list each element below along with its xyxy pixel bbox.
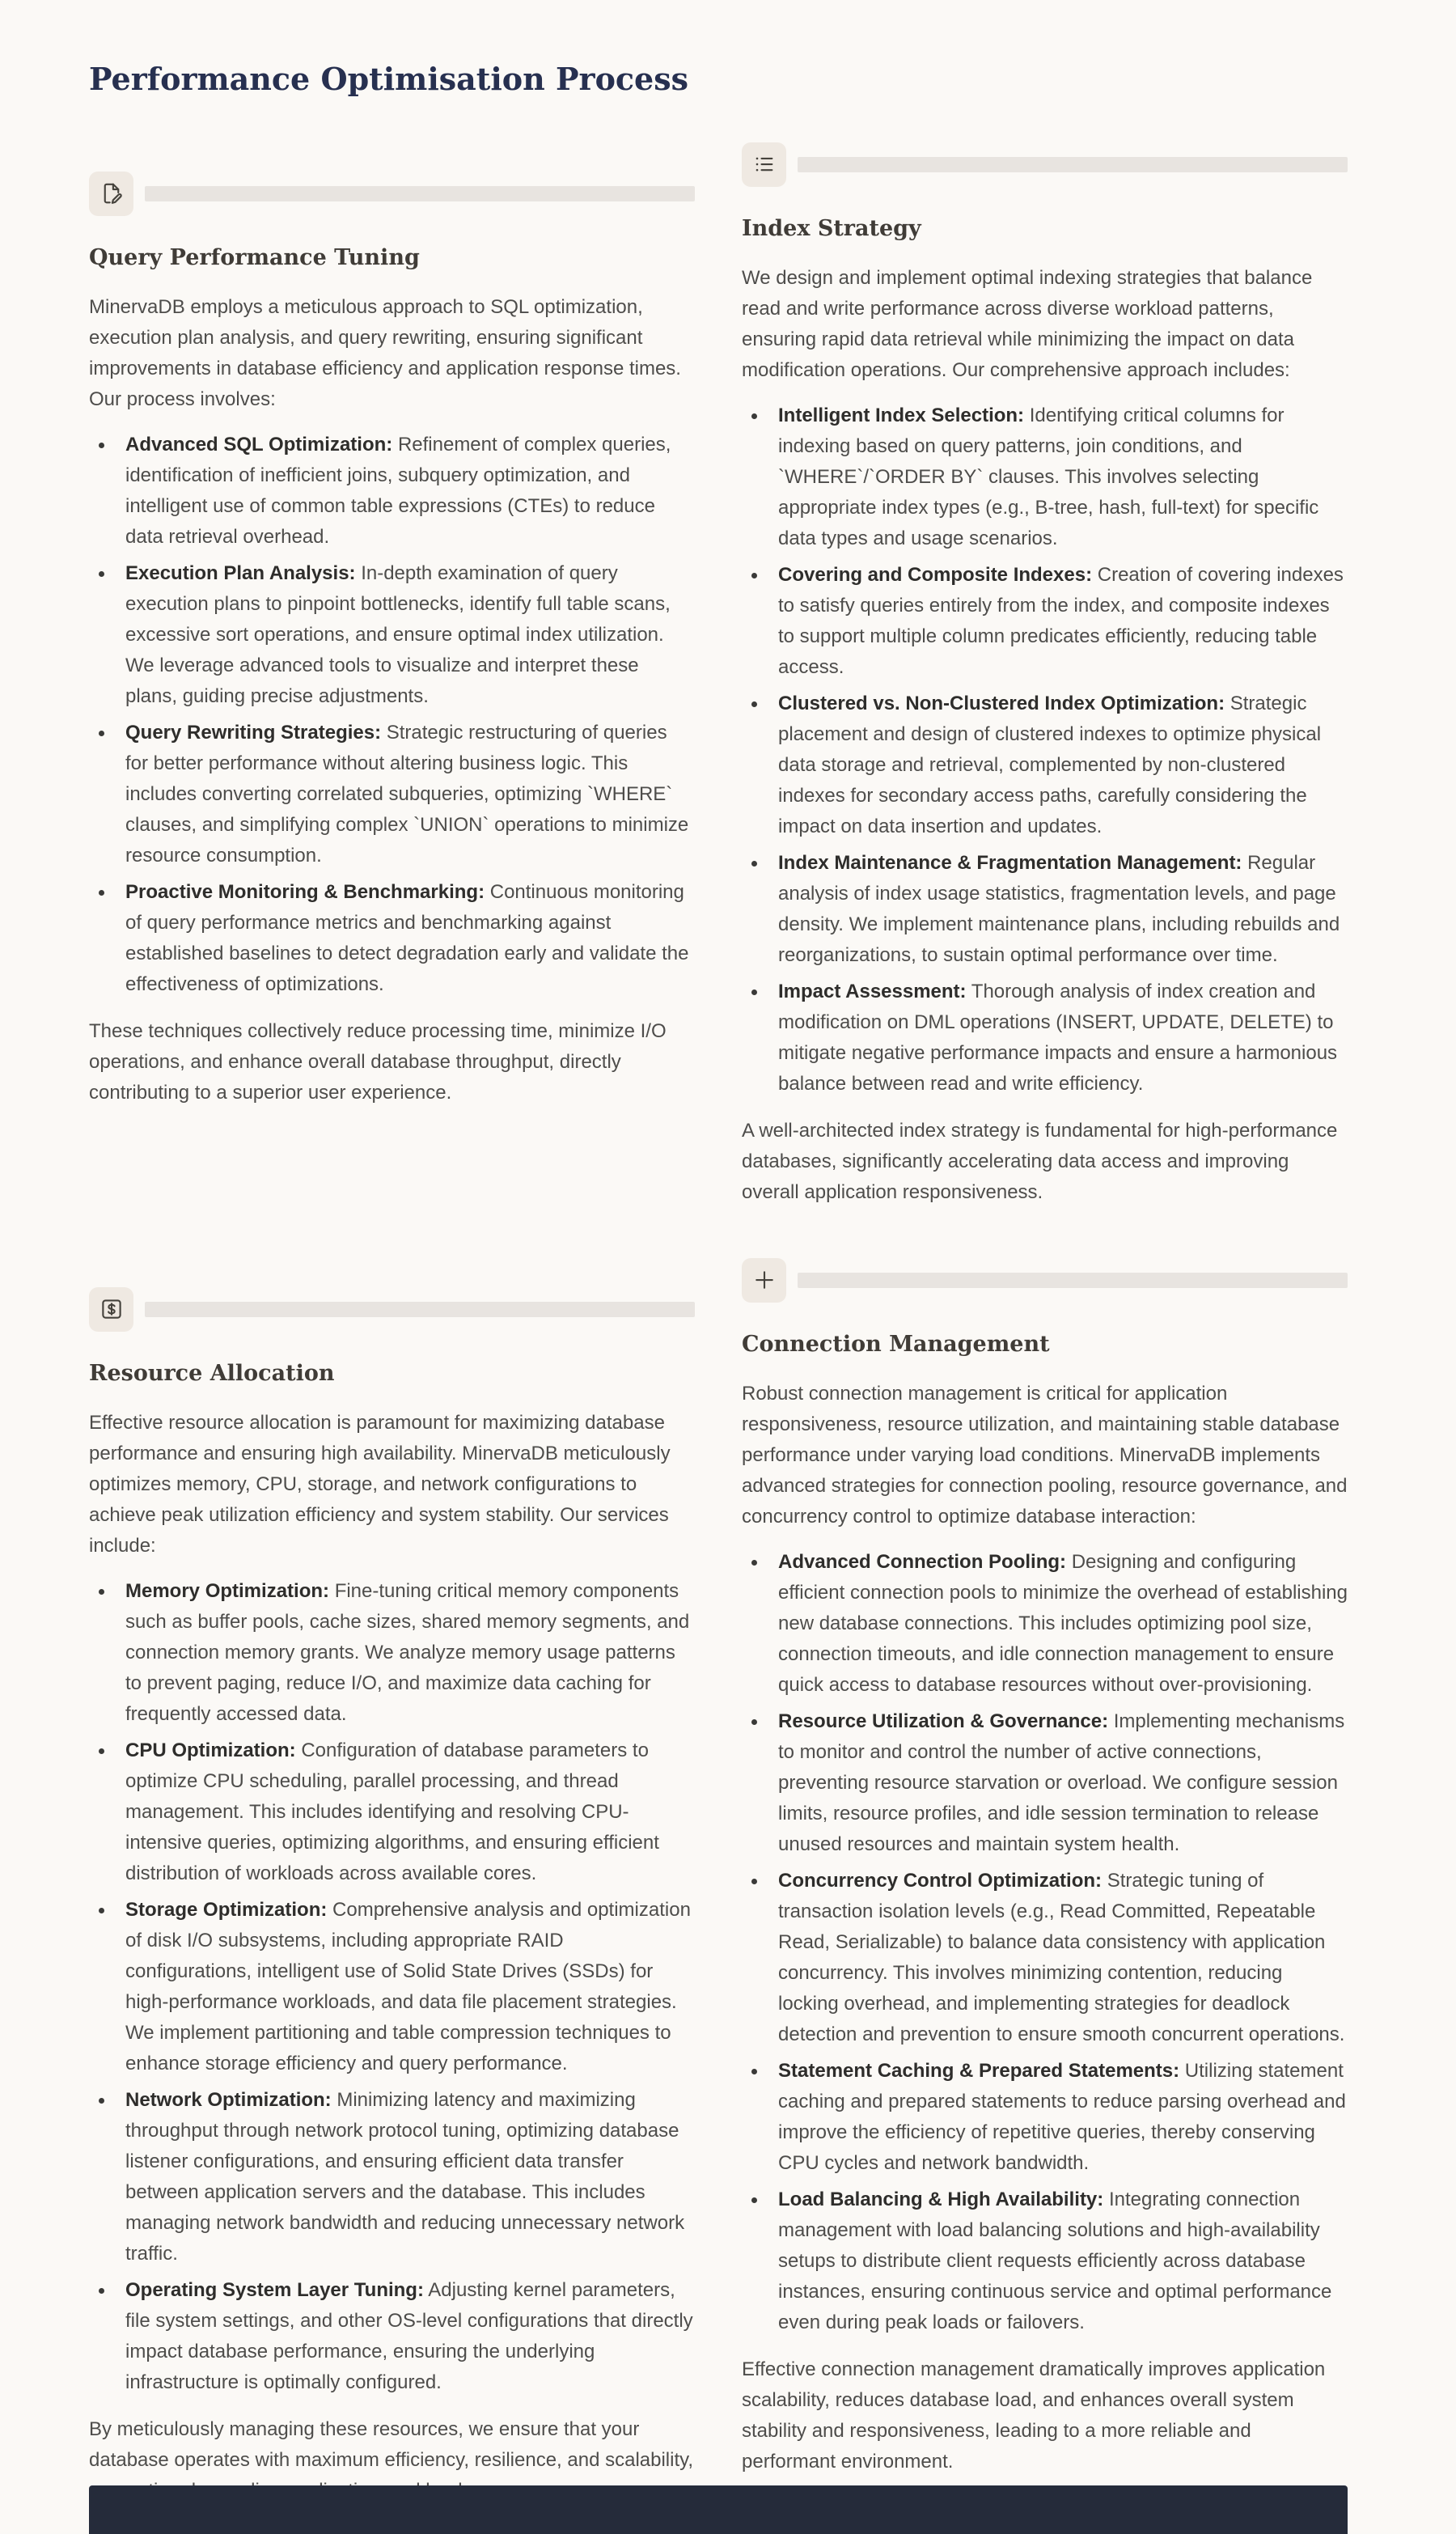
bullet-item — [125, 558, 695, 712]
bullet-text: Comprehensive analysis and optimization of disk I/O subsystems, including appropriate RAID configurations, intelligent use of Solid State Drives (SSDs) for high-performance workloads, and data file placement strategies. We implement partitioning and table compression techniques to enhance storage efficiency and query performance. — [125, 1898, 691, 2074]
bullet-label: Execution Plan Analysis: — [125, 561, 356, 584]
bullet-label: Load Balancing & High Availability: — [778, 2188, 1104, 2210]
bullet-list — [742, 1547, 1348, 2338]
bullet-item — [125, 2275, 695, 2398]
bullet-label: Memory Optimization: — [125, 1579, 330, 1602]
section-heading: Connection Management — [742, 1331, 1050, 1357]
list-icon — [752, 152, 777, 176]
bullet-text: Creation of covering indexes to satisfy queries entirely from the index, and composite indexes to support multiple column predicates efficiently, reducing table access. — [778, 563, 1344, 678]
section-icon-box — [89, 172, 133, 216]
section-index-strategy — [742, 142, 1348, 1208]
bullet-item — [125, 2085, 695, 2269]
bullet-label: Intelligent Index Selection: — [778, 404, 1025, 426]
bullet-item — [125, 1735, 695, 1889]
bullet-label: Index Maintenance & Fragmentation Management: — [778, 851, 1242, 874]
section-outro: Effective connection management dramatically improves application scalability, reduces database load, and enhances overall system stability and responsiveness, leading to a more reliable and performant environment. — [742, 2358, 1326, 2473]
bullet-label: Query Rewriting Strategies: — [125, 721, 382, 744]
bullet-text: Strategic tuning of transaction isolation levels (e.g., Read Committed, Repeatable Read, Serializable) to balance data consistency with application concurrency. This involves minimizing contention, reducing locking overhead, and implementing strategies for deadlock detection and prevention to ensure smooth concurrent operations. — [778, 1869, 1345, 2045]
section-header — [89, 1287, 695, 1332]
bullet-item — [778, 1706, 1348, 1860]
section-intro: Robust connection management is critical for application responsiveness, resource utilization, and maintaining stable database performance under varying load conditions. MinervaDB implements advanced strategies for connection pooling, resource governance, and concurrency control to optimize database interaction: — [742, 1382, 1348, 1528]
bullet-text: Integrating connection management with load balancing solutions and high-availability setups to distribute client requests efficiently across database instances, ensuring continuous service and optimal performance even during peak loads or failovers. — [778, 2188, 1332, 2333]
bullet-item — [778, 2184, 1348, 2338]
bullet-label: Network Optimization: — [125, 2088, 332, 2111]
bullet-item — [778, 400, 1348, 554]
section-connection-management — [742, 1258, 1348, 2477]
bullet-item — [125, 877, 695, 1000]
bullet-list — [89, 1576, 695, 2398]
bullet-text: In-depth examination of query execution plans to pinpoint bottlenecks, identify full table scans, excessive sort operations, and ensure optimal index utilization. We leverage advanced tools to visualize and interpret these plans, guiding precise adjustments. — [125, 561, 671, 707]
bullet-label: Concurrency Control Optimization: — [778, 1869, 1103, 1892]
bullet-text: Strategic restructuring of queries for better performance without altering business logic. This includes converting correlated subqueries, optimizing `WHERE` clauses, and simplifying complex `UNION` operations to minimize resource consumption. — [125, 721, 689, 867]
bullet-label: Advanced SQL Optimization: — [125, 433, 393, 456]
bullet-text: Fine-tuning critical memory components such as buffer pools, cache sizes, shared memory segments, and connection memory grants. We analyze memory usage patterns to prevent paging, reduce I/O, and maximize data caching for frequently accessed data. — [125, 1579, 690, 1725]
bullet-item — [778, 689, 1348, 842]
section-header-rule — [798, 1273, 1348, 1288]
bullet-text: Continuous monitoring of query performance metrics and benchmarking against established baselines to detect degradation early and validate the effectiveness of optimizations. — [125, 880, 689, 995]
bullet-text: Implementing mechanisms to monitor and control the number of active connections, preventing resource starvation or overload. We configure session limits, resource profiles, and idle session termination to release unused resources and maintain system health. — [778, 1710, 1345, 1855]
section-header — [89, 172, 695, 216]
section-header — [742, 1258, 1348, 1303]
bullet-label: Clustered vs. Non-Clustered Index Optimization: — [778, 692, 1225, 714]
section-query-performance-tuning — [89, 172, 695, 1237]
bullet-item — [778, 848, 1348, 971]
bullet-text: Configuration of database parameters to optimize CPU scheduling, parallel processing, and thread management. This includes identifying and resolving CPU-intensive queries, optimizing algorithms, and ensuring efficient distribution of workloads across available cores. — [125, 1739, 659, 1884]
bullet-label: Operating System Layer Tuning: — [125, 2278, 424, 2301]
bullet-text: Regular analysis of index usage statistics, fragmentation levels, and page density. We implement maintenance plans, including rebuilds and reorganizations, to sustain optimal performance over time. — [778, 851, 1340, 966]
section-icon-box — [742, 142, 786, 187]
page-title: Performance Optimisation Process — [89, 61, 689, 97]
bullet-text: Thorough analysis of index creation and modification on DML operations (INSERT, UPDATE, DELETE) to mitigate negative performance impacts and ensure a harmonious balance between read and write efficiency. — [778, 980, 1338, 1095]
bullet-label: Statement Caching & Prepared Statements: — [778, 2059, 1180, 2082]
bullet-text: Designing and configuring efficient connection pools to minimize the overhead of establishing new database connections. This includes optimizing pool size, connection timeouts, and idle connection management to ensure quick access to database resources without over-provisioning. — [778, 1550, 1348, 1696]
section-heading: Resource Allocation — [89, 1360, 335, 1386]
sections-grid — [89, 142, 1348, 2477]
footer-bar — [89, 2485, 1348, 2534]
bullet-item — [778, 560, 1348, 683]
bullet-text: Refinement of complex queries, identification of inefficient joins, subquery optimization, and intelligent use of common table expressions (CTEs) to reduce data retrieval overhead. — [125, 433, 671, 548]
bullet-label: Advanced Connection Pooling: — [778, 1550, 1067, 1573]
bullet-item — [125, 718, 695, 871]
bullet-label: CPU Optimization: — [125, 1739, 296, 1761]
bullet-list — [89, 430, 695, 1000]
section-outro: By meticulously managing these resources, we ensure that your database operates with maximum efficiency, resilience, and scalability, — [89, 2417, 694, 2471]
section-header-rule — [145, 1302, 695, 1317]
file-pen-icon — [99, 181, 124, 206]
bullet-item — [125, 1576, 695, 1730]
dollar-box-icon — [99, 1297, 124, 1321]
bullet-label: Impact Assessment: — [778, 980, 967, 1002]
bullet-item — [125, 1895, 695, 2079]
section-icon-box — [742, 1258, 786, 1303]
section-header-rule — [145, 186, 695, 201]
section-icon-box — [89, 1287, 133, 1332]
bullet-text: Strategic placement and design of clustered indexes to optimize physical data storage and retrieval, complemented by non-clustered indexes for secondary access paths, carefully considering the impact on data insertion and updates. — [778, 692, 1322, 837]
section-heading: Query Performance Tuning — [89, 244, 420, 270]
section-resource-allocation — [89, 1287, 695, 2506]
bullet-text: Utilizing statement caching and prepared statements to reduce parsing overhead and improve the efficiency of repetitive queries, thereby conserving CPU cycles and network bandwidth. — [778, 2059, 1346, 2174]
bullet-item — [778, 1547, 1348, 1701]
bullet-text: Minimizing latency and maximizing throughput through network protocol tuning, optimizing database listener configurations, and ensuring efficient data transfer between application servers and the database. This includes managing network bandwidth and reducing unnecessary network traffic. — [125, 2088, 685, 2265]
plus-icon — [752, 1268, 777, 1292]
bullet-label: Resource Utilization & Governance: — [778, 1710, 1109, 1732]
section-heading: Index Strategy — [742, 215, 921, 241]
section-outro: A well-architected index strategy is fundamental for high-performance databases, significantly accelerating data access and improving overall application responsiveness. — [742, 1119, 1338, 1203]
bullet-item — [778, 2056, 1348, 2179]
bullet-label: Storage Optimization: — [125, 1898, 328, 1921]
bullet-item — [778, 977, 1348, 1100]
section-intro: Effective resource allocation is paramount for maximizing database performance and ensuring high availability. MinervaDB meticulously optimizes memory, CPU, storage, and network configurations to achieve peak utilization efficiency and system stability. Our services include: — [89, 1411, 671, 1557]
section-header-rule — [798, 157, 1348, 172]
bullet-text: Adjusting kernel parameters, file system settings, and other OS-level configurations that directly impact database performance, ensuring the underlying infrastructure is optimally configured. — [125, 2278, 693, 2393]
bullet-item — [778, 1866, 1348, 2050]
bullet-label: Proactive Monitoring & Benchmarking: — [125, 880, 485, 903]
section-intro: We design and implement optimal indexing strategies that balance read and write performance across diverse workload patterns, ensuring rapid data retrieval while minimizing the impact on data modification operations. Our comprehensive approach includes: — [742, 266, 1313, 381]
bullet-label: Covering and Composite Indexes: — [778, 563, 1093, 586]
bullet-list — [742, 400, 1348, 1100]
section-outro: These techniques collectively reduce processing time, minimize I/O operations, and enhance overall database throughput, directly contributing to a superior user experience. — [89, 1019, 667, 1104]
section-header — [742, 142, 1348, 187]
section-intro: MinervaDB employs a meticulous approach to SQL optimization, execution plan analysis, and query rewriting, ensuring significant improvements in database efficiency and application response times. Our process involves: — [89, 295, 681, 410]
bullet-text: Identifying critical columns for indexing based on query patterns, join conditions, and `WHERE`/`ORDER BY` clauses. This involves selecting appropriate index types (e.g., B-tree, hash, full-text) for specific data types and usage scenarios. — [778, 404, 1319, 549]
bullet-item — [125, 430, 695, 553]
